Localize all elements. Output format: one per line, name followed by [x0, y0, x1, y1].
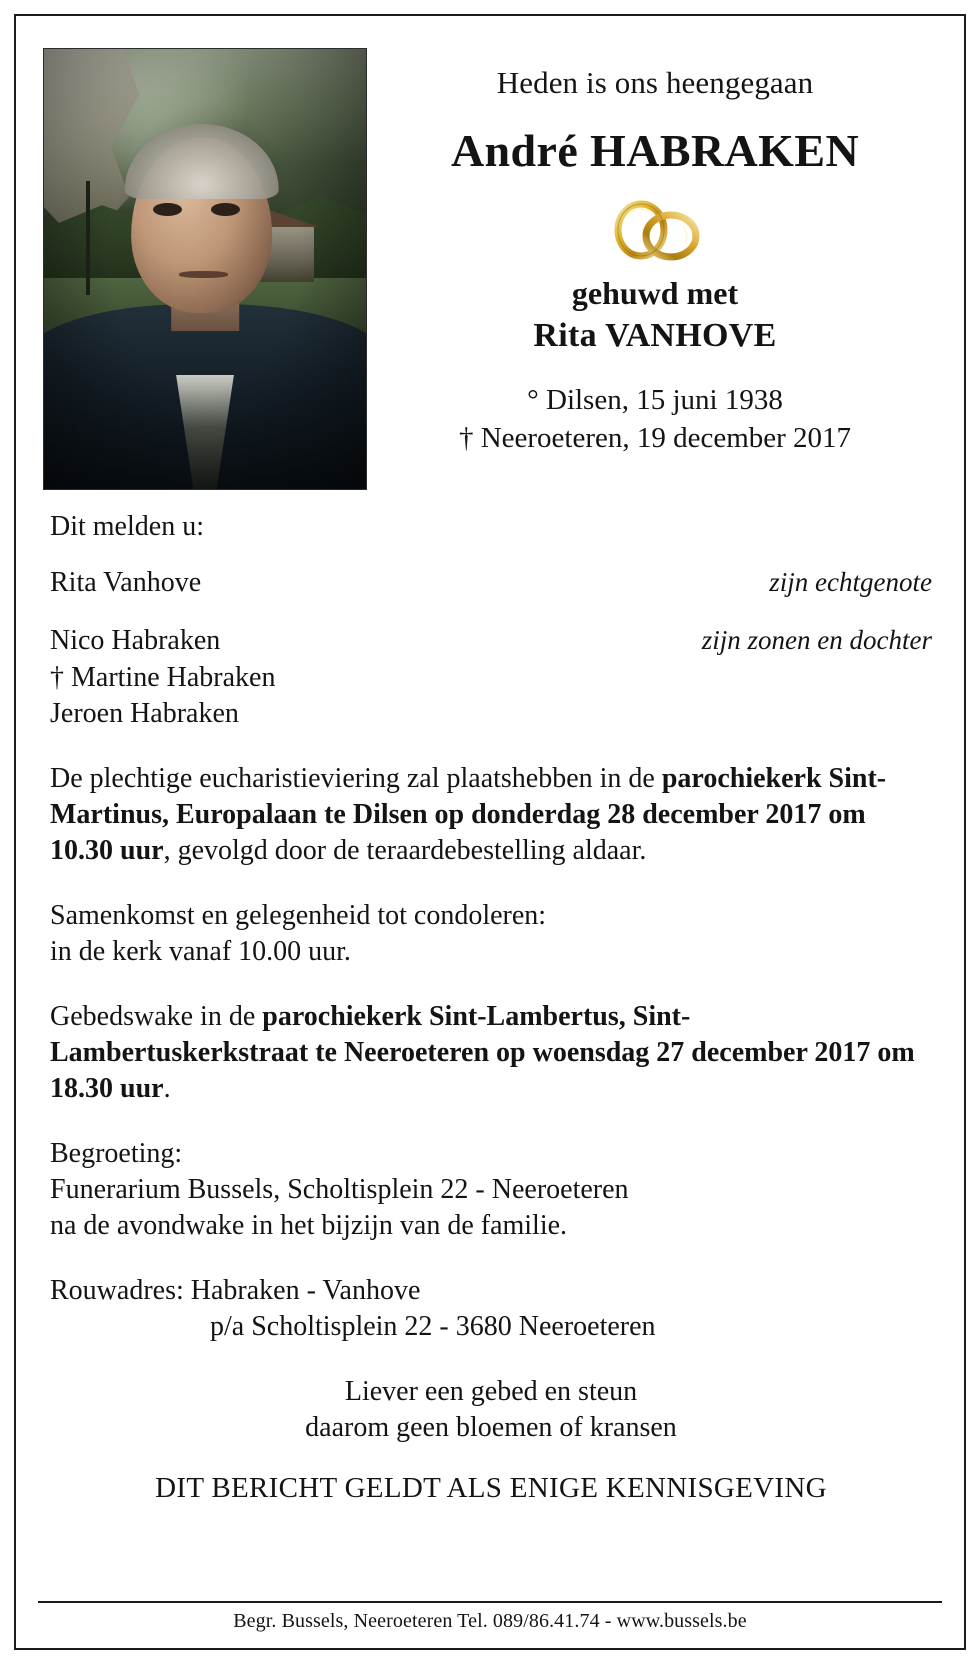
mass-text-part1: De plechtige eucharistieviering zal plaatshebben in de	[50, 762, 662, 794]
photo-vignette	[44, 49, 366, 489]
family-member: Nico Habraken	[50, 625, 221, 657]
death-line: † Neeroeteren, 19 december 2017	[458, 422, 852, 455]
lead-text: Heden is ons heengegaan	[496, 65, 814, 100]
greeting-label: Begroeting:	[50, 1137, 183, 1169]
family-group-spouse	[50, 565, 932, 601]
vigil-text-part2: .	[163, 1073, 171, 1105]
deceased-name: André HABRAKEN	[450, 125, 860, 177]
vigil-text-part1: Gebedswake in de	[50, 1000, 263, 1032]
mourning-address-line-1: Rouwadres: Habraken - Vanhove	[50, 1274, 421, 1306]
family-relation: zijn zonen en dochter	[701, 625, 932, 656]
request-paragraph	[50, 1374, 932, 1447]
family-intro: Dit melden u:	[50, 511, 204, 542]
gathering-line-2: in de kerk vanaf 10.00 uur.	[50, 936, 351, 968]
life-dates	[374, 381, 936, 458]
request-line-1: Liever een gebed en steun	[344, 1375, 638, 1407]
request-line-2: daarom geen bloemen of kransen	[305, 1412, 677, 1444]
greeting-line-2: na de avondwake in het bijzijn van de familie.	[50, 1210, 568, 1242]
undertaker-footer-text: Begr. Bussels, Neeroeteren Tel. 089/86.41.74 - www.bussels.be	[233, 1610, 747, 1632]
mass-text-bold: parochiekerk Sint-Martinus, Europalaan te Dilsen op donderdag 28 december 2017 om 10.30 uur	[50, 762, 887, 867]
greeting-line-1: Funerarium Bussels, Scholtisplein 22 - Neeroeteren	[50, 1174, 629, 1206]
heading-block	[374, 32, 942, 458]
notice-frame	[14, 14, 966, 1650]
vigil-text-bold: parochiekerk Sint-Lambertus, Sint-Lambertuskerkstraat te Neeroeteren op woensdag 27 december 2017 om 18.30 uur	[50, 1000, 915, 1105]
gathering-line-1: Samenkomst en gelegenheid tot condoleren:	[50, 899, 547, 931]
mass-text-part2: , gevolgd door de teraardebestelling aldaar.	[163, 835, 647, 867]
family-group-children	[50, 623, 932, 732]
gathering-paragraph	[50, 898, 932, 971]
married-label: gehuwd met	[571, 275, 739, 312]
family-names	[50, 623, 275, 732]
family-relation: zijn echtgenote	[769, 567, 932, 597]
greeting-paragraph	[50, 1136, 932, 1245]
family-row	[50, 565, 932, 601]
family-member: Rita Vanhove	[50, 567, 202, 598]
family-member: Jeroen Habraken	[50, 698, 239, 730]
footer-section	[38, 1591, 942, 1638]
mourning-address-paragraph	[50, 1273, 932, 1346]
family-member: † Martine Habraken	[50, 661, 276, 693]
family-row	[50, 623, 932, 732]
single-notice-text: DIT BERICHT GELDT ALS ENIGE KENNISGEVING	[155, 1472, 827, 1505]
family-names	[50, 565, 201, 601]
mass-paragraph	[50, 761, 932, 870]
spouse-name: Rita VANHOVE	[533, 317, 777, 355]
header-section	[38, 32, 942, 489]
portrait-container	[38, 32, 374, 489]
birth-line: ° Dilsen, 15 juni 1938	[527, 384, 783, 417]
body-column	[38, 489, 942, 1505]
mourning-address-line-2: p/a Scholtisplein 22 - 3680 Neeroeteren	[210, 1311, 656, 1343]
portrait-photo	[44, 49, 366, 489]
wedding-rings-icon	[374, 193, 936, 267]
vigil-paragraph	[50, 999, 932, 1108]
